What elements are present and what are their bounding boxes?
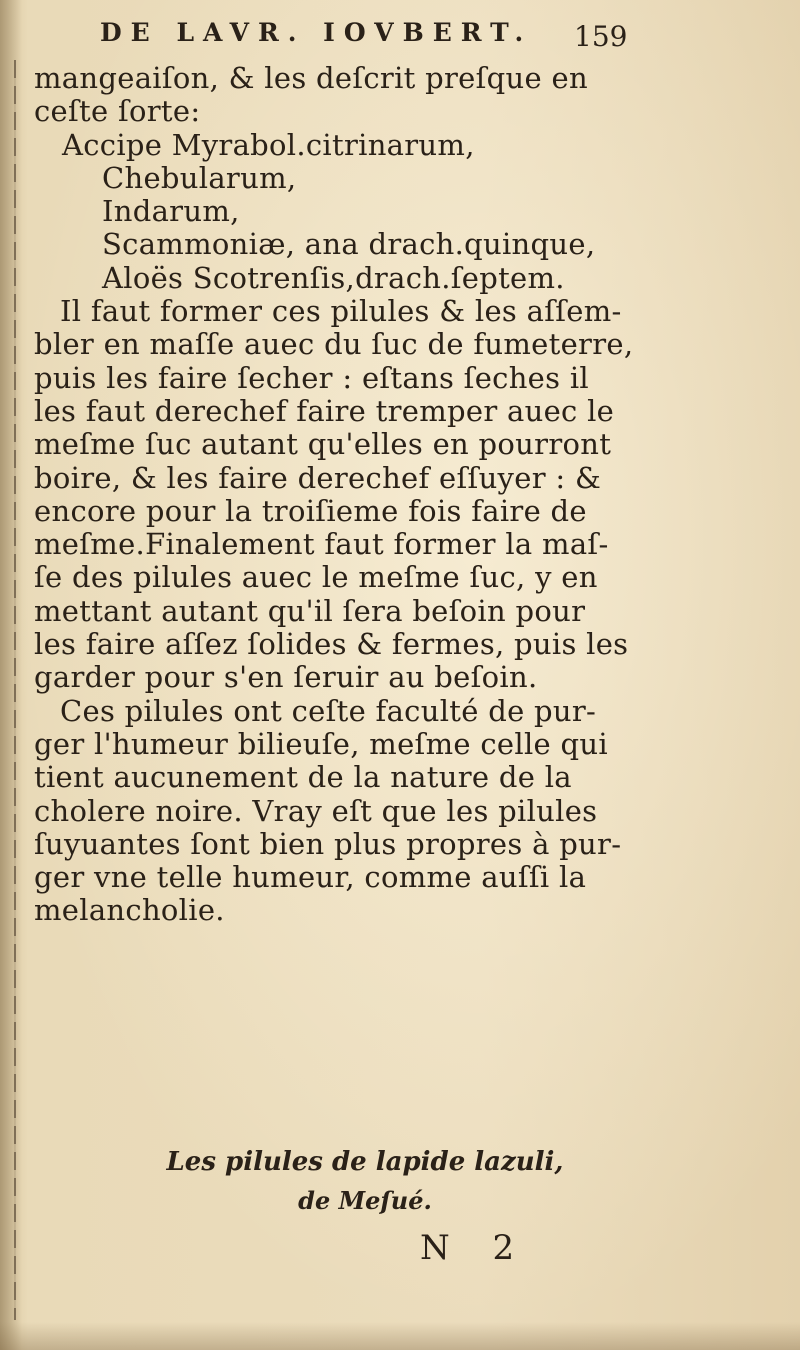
- binding-stitch: [14, 60, 16, 1320]
- next-recipe-subtitle: de Meſué.: [298, 1186, 432, 1215]
- text-line: garder pour s'en ſeruir au beſoin.: [34, 660, 538, 695]
- text-line: cholere noire. Vray eſt que les pilules: [34, 793, 598, 828]
- text-line: les faut derechef faire tremper auec le: [34, 393, 615, 428]
- recipe-line: Indarum,: [102, 194, 240, 229]
- text-line: puis les faire ſecher : eſtans ſeches il: [34, 360, 589, 395]
- text-line: ſuyuantes ſont bien plus propres à pur-: [34, 826, 622, 861]
- text-line: meſme ſuc autant qu'elles en pourront: [34, 427, 612, 462]
- text-line: encore pour la troiſieme fois faire de: [34, 493, 587, 528]
- text-line: meſme.Finalement faut former la maſ-: [34, 527, 609, 562]
- text-line: Ces pilules ont ceſte faculté de pur-: [60, 693, 597, 728]
- next-recipe-title: Les pilules de lapide lazuli,: [166, 1147, 564, 1177]
- text-line: boire, & les faire derechef eſſuyer : &: [34, 460, 602, 495]
- text-line: Il faut former ces pilules & les aſſem-: [60, 294, 622, 329]
- signature-mark: N 2: [420, 1228, 531, 1268]
- text-line: les faire aſſez ſolides & fermes, puis les: [34, 627, 629, 662]
- text-line: ger l'humeur bilieuſe, meſme celle qui: [34, 726, 608, 761]
- text-line: ſe des pilules auec le meſme ſuc, y en: [34, 560, 598, 595]
- text-line: ger vne telle humeur, comme auſſi la: [34, 860, 587, 895]
- text-line: mettant autant qu'il ſera beſoin pour: [34, 593, 586, 628]
- text-line: mangeaiſon, & les deſcrit preſque en: [34, 61, 588, 95]
- recipe-line: Chebularum,: [102, 160, 297, 195]
- text-line: ceſte ſorte:: [34, 94, 201, 129]
- recipe-line: Accipe Myrabol.citrinarum,: [62, 127, 475, 162]
- text-line: bler en maſſe auec du ſuc de fumeterre,: [34, 327, 634, 362]
- text-line: tient aucunement de la nature de la: [34, 760, 572, 795]
- page-number: 159: [574, 20, 628, 53]
- recipe-line: Aloës Scotrenſis,drach.ſeptem.: [102, 260, 565, 295]
- text-line: melancholie.: [34, 893, 225, 928]
- page-bottom-edge: [0, 1322, 800, 1350]
- recipe-line: Scammoniæ, ana drach.quinque,: [102, 227, 596, 262]
- running-head: DE LAVR. IOVBERT.: [100, 18, 533, 47]
- main-text: [34, 62, 634, 928]
